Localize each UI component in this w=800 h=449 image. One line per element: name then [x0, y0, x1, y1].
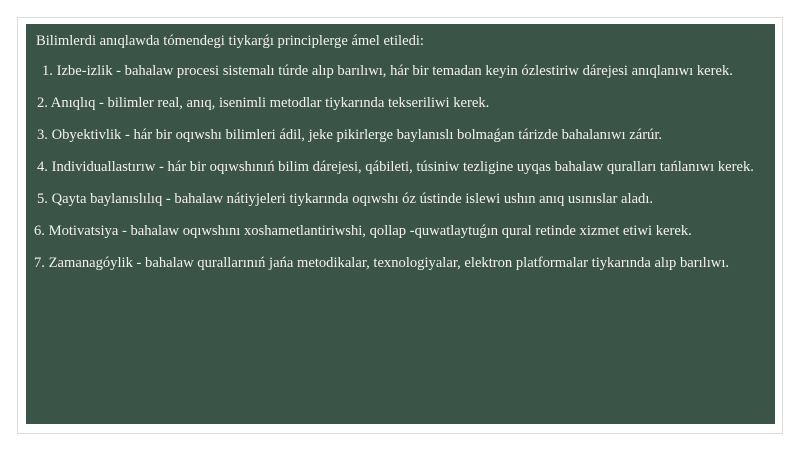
principle-item-1: 1. Izbe-izlik - bahalaw procesi sistemalı túrde alıp barılıwı, hár bir temadan keyin ózlestiriw dárejesi anıqlanıwı kerek.: [42, 63, 733, 79]
chalkboard-text-panel: [26, 24, 775, 424]
principle-item-4: 4. Individuallastırıw - hár bir oqıwshınıń bilim dárejesi, qábileti, túsiniw tezligine uyqas bahalaw quralları tańlanıwı kerek.: [37, 159, 754, 175]
principle-item-7: 7. Zamanagóylik - bahalaw qurallarınıń jańa metodikalar, texnologiyalar, elektron platformalar tiykarında alıp barılıwı.: [34, 255, 730, 271]
intro-text: Bilimlerdi anıqlawda tómendegi tiykarǵı principlerge ámel etiledi:: [36, 33, 424, 49]
principle-item-3: 3. Obyektivlik - hár bir oqıwshı bilimleri ádil, jeke pikirlerge baylanıslı bolmaǵan tárizde bahalanıwı zárúr.: [37, 127, 663, 143]
principle-item-6: 6. Motivatsiya - bahalaw oqıwshını xoshametlantiriwshi, qollap -quwatlaytuǵın qural retinde xizmet etiwi kerek.: [34, 223, 692, 239]
principle-item-5: 5. Qayta baylanıslılıq - bahalaw nátiyjeleri tiykarında oqıwshı óz ústinde islewi ushın anıq usınıslar aladı.: [37, 191, 654, 207]
principle-item-2: 2. Anıqlıq - bilimler real, anıq, isenimli metodlar tiykarında tekseriliwi kerek.: [37, 95, 490, 111]
